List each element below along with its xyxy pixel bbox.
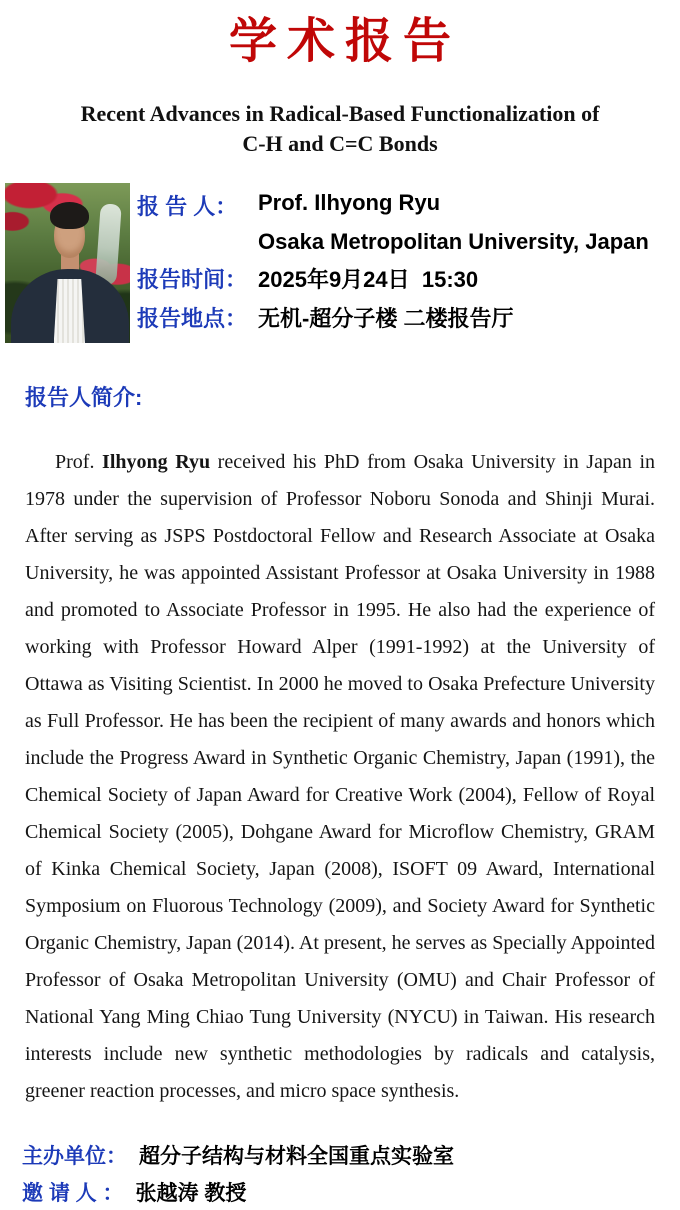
bio-para-speaker-name: Ilhyong Ryu xyxy=(102,451,211,473)
photo-person-shirt xyxy=(54,279,85,343)
inviter-label: 邀 请 人 ： xyxy=(22,1182,124,1205)
organizer-value: 超分子结构与材料全国重点实验室 xyxy=(139,1145,454,1168)
bio-para-prefix: Prof. xyxy=(55,451,103,473)
speaker-label: 报 告 人： xyxy=(137,194,238,219)
time-row xyxy=(137,263,478,294)
talk-title-line1: Recent Advances in Radical-Based Functionalization of xyxy=(80,101,600,126)
inviter-value: 张越涛 教授 xyxy=(135,1182,247,1205)
speaker-name: Prof. Ilhyong Ryu xyxy=(258,190,441,215)
bio-paragraph xyxy=(25,444,655,1110)
affiliation-row xyxy=(258,229,649,255)
talk-title-line2: C-H and C=C Bonds xyxy=(242,131,438,156)
bio-heading: 报告人简介: xyxy=(25,385,143,410)
inviter-row xyxy=(22,1177,246,1207)
venue-value: 无机-超分子楼 二楼报告厅 xyxy=(258,306,514,331)
organizer-row xyxy=(22,1140,454,1170)
page-title: 学术报告 xyxy=(228,15,461,68)
venue-row xyxy=(137,302,513,333)
time-value: 2025年9月24日 15:30 xyxy=(258,267,479,292)
photo-waterfall xyxy=(95,203,122,284)
speaker-affiliation: Osaka Metropolitan University, Japan xyxy=(258,229,649,254)
organizer-label: 主办单位： xyxy=(22,1145,127,1168)
speaker-row xyxy=(137,190,440,221)
photo-person-hair xyxy=(50,202,89,229)
talk-title xyxy=(0,99,680,159)
time-label: 报告时间： xyxy=(137,267,248,292)
bio-para-rest: received his PhD from Osaka University in Japan in 1978 under the supervision of Professor Noboru Sonoda and Shinji Murai. After serving as JSPS Postdoctoral Fellow and Research Associate at Osaka University, he was appointed Assistant Professor at Osaka University in 1988 and promoted to Associate Professor in 1995. He also had the experience of working with Professor Howard Alper (1991-1992) at the University of Ottawa as Visiting Scientist. In 2000 he moved to Osaka Prefecture University as Full Professor. He has been the recipient of many awards and honors which include the Progress Award in Synthetic Organic Chemistry, Japan (1991), the Chemical Society of Japan Award for Creative Work (2004), Fellow of Royal Chemical Society (2005), Dohgane Award for Microflow Chemistry, GRAM of Kinka Chemical Society, Japan (2008), ISOFT 09 Award, International Symposium on Fluorous Technology (2009), and Society Award for Synthetic Organic Chemistry, Japan (2014). At present, he serves as Specially Appointed Professor of Osaka Metropolitan University (OMU) and Chair Professor of National Yang Ming Chiao Tung University (NYCU) in Taiwan. His research interests include new synthetic methodologies by radicals and catalysis, greener reaction processes, and micro space synthesis. xyxy=(25,451,655,1102)
speaker-photo xyxy=(5,183,130,343)
venue-label: 报告地点： xyxy=(137,306,248,331)
